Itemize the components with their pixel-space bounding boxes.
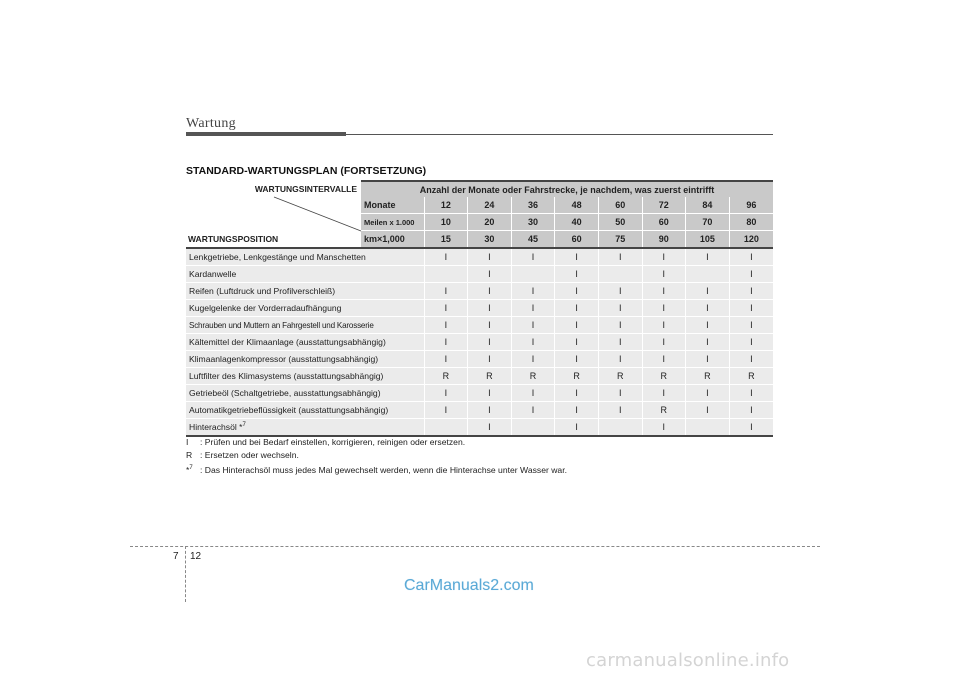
table-row	[186, 317, 773, 334]
table-row	[186, 283, 773, 300]
schedule-cell: I	[555, 317, 599, 334]
schedule-cell: I	[686, 334, 730, 351]
schedule-cell: I	[424, 351, 468, 368]
schedule-cell: I	[468, 419, 512, 437]
table-row	[186, 368, 773, 385]
interval-value: 12	[424, 197, 468, 214]
footer-watermark: carmanualsonline.info	[586, 650, 790, 671]
schedule-cell: R	[511, 368, 555, 385]
legend-key: I	[186, 437, 189, 447]
schedule-cell: I	[468, 317, 512, 334]
maintenance-item	[186, 351, 424, 368]
schedule-cell: I	[468, 402, 512, 419]
schedule-cell: R	[598, 368, 642, 385]
interval-value: 50	[598, 214, 642, 231]
schedule-cell: I	[468, 385, 512, 402]
maintenance-item	[186, 368, 424, 385]
table-row	[186, 385, 773, 402]
schedule-cell	[424, 266, 468, 283]
schedule-cell	[686, 419, 730, 437]
table-row	[186, 351, 773, 368]
maintenance-item-label: Schrauben und Muttern an Fahrgestell und Karosserie	[189, 320, 374, 330]
legend-text: : Ersetzen oder wechseln.	[200, 450, 299, 460]
footnote-marker: 7	[242, 422, 246, 429]
schedule-cell: I	[555, 283, 599, 300]
interval-value: 105	[686, 231, 730, 249]
schedule-cell: I	[424, 334, 468, 351]
interval-value: 10	[424, 214, 468, 231]
maintenance-item	[186, 248, 424, 266]
interval-value: 60	[642, 214, 686, 231]
legend-entry	[186, 436, 567, 449]
table-row	[186, 402, 773, 419]
schedule-cell	[511, 266, 555, 283]
maintenance-item	[186, 419, 424, 437]
interval-unit-label: km×1,000	[361, 231, 424, 249]
schedule-cell: R	[729, 368, 773, 385]
interval-value: 15	[424, 231, 468, 249]
section-rule-thin	[346, 134, 773, 135]
maintenance-item-label: Kardanwelle	[189, 269, 237, 279]
legend	[186, 436, 567, 477]
schedule-cell: I	[424, 385, 468, 402]
schedule-cell: I	[424, 402, 468, 419]
footer-vertical-divider	[185, 546, 186, 602]
schedule-cell: I	[511, 351, 555, 368]
schedule-cell: I	[598, 334, 642, 351]
section-title: Wartung	[186, 116, 236, 131]
maintenance-item-label: Automatikgetriebeflüssigkeit (ausstattungsabhängig)	[189, 405, 389, 415]
schedule-cell: I	[424, 283, 468, 300]
schedule-cell: I	[642, 248, 686, 266]
legend-key: R	[186, 450, 193, 460]
interval-value: 48	[555, 197, 599, 214]
maintenance-item-label: Getriebeöl (Schaltgetriebe, ausstattungsabhängig)	[189, 388, 381, 398]
section-rule-thick	[186, 132, 346, 136]
maintenance-item	[186, 385, 424, 402]
interval-label: WARTUNGSINTERVALLE	[254, 184, 358, 194]
schedule-cell: I	[729, 419, 773, 437]
schedule-cell: I	[729, 317, 773, 334]
interval-value: 30	[468, 231, 512, 249]
schedule-cell: I	[729, 248, 773, 266]
schedule-cell: I	[642, 300, 686, 317]
schedule-cell: I	[511, 334, 555, 351]
schedule-cell: I	[468, 334, 512, 351]
maintenance-item-label: Hinterachsöl *	[189, 422, 243, 432]
maintenance-item	[186, 266, 424, 283]
interval-unit-label: Meilen x 1.000	[361, 214, 424, 231]
schedule-cell: I	[598, 351, 642, 368]
legend-entry	[186, 462, 567, 477]
schedule-cell: I	[555, 419, 599, 437]
schedule-cell: I	[686, 248, 730, 266]
schedule-cell: I	[729, 351, 773, 368]
schedule-cell: I	[729, 334, 773, 351]
interval-value: 96	[729, 197, 773, 214]
schedule-cell: I	[729, 385, 773, 402]
interval-main-header: Anzahl der Monate oder Fahrstrecke, je nachdem, was zuerst eintrifft	[361, 181, 773, 197]
schedule-cell	[598, 419, 642, 437]
interval-value: 36	[511, 197, 555, 214]
diagonal-header-cell	[186, 181, 361, 248]
maintenance-item	[186, 300, 424, 317]
schedule-cell: I	[555, 248, 599, 266]
schedule-cell: I	[598, 385, 642, 402]
schedule-cell: I	[424, 248, 468, 266]
schedule-cell: I	[511, 300, 555, 317]
table-row	[186, 300, 773, 317]
schedule-cell: I	[555, 266, 599, 283]
interval-unit-label: Monate	[361, 197, 424, 214]
schedule-cell: I	[729, 283, 773, 300]
table-row	[186, 419, 773, 437]
interval-value: 30	[511, 214, 555, 231]
interval-value: 72	[642, 197, 686, 214]
interval-value: 84	[686, 197, 730, 214]
schedule-cell	[686, 266, 730, 283]
watermark-logo: CarManuals2.com	[404, 577, 534, 594]
schedule-cell	[511, 419, 555, 437]
schedule-cell: I	[555, 334, 599, 351]
schedule-cell: I	[642, 266, 686, 283]
maintenance-item	[186, 317, 424, 334]
schedule-cell: I	[598, 402, 642, 419]
interval-value: 120	[729, 231, 773, 249]
schedule-cell: I	[511, 402, 555, 419]
schedule-cell: I	[598, 248, 642, 266]
maintenance-item-label: Luftfilter des Klimasystems (ausstattungsabhängig)	[189, 371, 384, 381]
maintenance-schedule-table	[186, 180, 773, 437]
schedule-cell: R	[642, 368, 686, 385]
schedule-cell: I	[642, 317, 686, 334]
maintenance-item-label: Kugelgelenke der Vorderradaufhängung	[189, 303, 342, 313]
schedule-cell: I	[642, 351, 686, 368]
schedule-cell: I	[598, 317, 642, 334]
schedule-cell: R	[686, 368, 730, 385]
schedule-cell: I	[468, 283, 512, 300]
schedule-cell: I	[642, 419, 686, 437]
table-row	[186, 266, 773, 283]
interval-value: 80	[729, 214, 773, 231]
legend-text: : Das Hinterachsöl muss jedes Mal gewechselt werden, wenn die Hinterachse unter Wasser war.	[200, 464, 567, 475]
schedule-cell: I	[468, 351, 512, 368]
maintenance-item	[186, 402, 424, 419]
legend-entry	[186, 449, 567, 462]
schedule-cell: I	[729, 402, 773, 419]
table-row	[186, 248, 773, 266]
schedule-cell	[598, 266, 642, 283]
schedule-cell: I	[642, 283, 686, 300]
schedule-cell: I	[511, 248, 555, 266]
footer-divider	[130, 546, 820, 547]
maintenance-item	[186, 283, 424, 300]
maintenance-item-label: Lenkgetriebe, Lenkgestänge und Manschetten	[189, 252, 366, 262]
schedule-cell: I	[642, 334, 686, 351]
interval-value: 75	[598, 231, 642, 249]
schedule-cell: I	[686, 300, 730, 317]
section-number: 7	[173, 551, 179, 562]
maintenance-item-label: Kältemittel der Klimaanlage (ausstattungsabhängig)	[189, 337, 386, 347]
schedule-cell: R	[555, 368, 599, 385]
schedule-cell	[424, 419, 468, 437]
schedule-cell: I	[555, 402, 599, 419]
interval-value: 90	[642, 231, 686, 249]
position-label: WARTUNGSPOSITION	[188, 234, 279, 244]
schedule-cell: I	[424, 317, 468, 334]
plan-title: STANDARD-WARTUNGSPLAN (FORTSETZUNG)	[186, 165, 427, 177]
schedule-cell: I	[686, 317, 730, 334]
schedule-cell: I	[686, 283, 730, 300]
interval-value: 60	[598, 197, 642, 214]
schedule-cell: I	[511, 283, 555, 300]
schedule-cell: I	[555, 300, 599, 317]
table-row	[186, 334, 773, 351]
schedule-cell: I	[686, 402, 730, 419]
schedule-cell: I	[468, 266, 512, 283]
schedule-cell: I	[598, 300, 642, 317]
schedule-cell: R	[642, 402, 686, 419]
schedule-cell: I	[555, 385, 599, 402]
legend-key: *	[186, 464, 190, 475]
schedule-cell: I	[598, 283, 642, 300]
schedule-cell: I	[511, 317, 555, 334]
schedule-cell: I	[511, 385, 555, 402]
schedule-cell: I	[424, 300, 468, 317]
maintenance-item-label: Klimaanlagenkompressor (ausstattungsabhängig)	[189, 354, 379, 364]
schedule-cell: I	[555, 351, 599, 368]
schedule-cell: R	[424, 368, 468, 385]
interval-value: 40	[555, 214, 599, 231]
maintenance-item	[186, 334, 424, 351]
schedule-cell: I	[468, 248, 512, 266]
schedule-cell: I	[686, 385, 730, 402]
schedule-cell: I	[642, 385, 686, 402]
footnote-marker: 7	[189, 465, 193, 471]
schedule-cell: I	[729, 300, 773, 317]
schedule-cell: R	[468, 368, 512, 385]
legend-text: : Prüfen und bei Bedarf einstellen, korrigieren, reinigen oder ersetzen.	[200, 437, 466, 447]
schedule-cell: I	[729, 266, 773, 283]
schedule-cell: I	[468, 300, 512, 317]
schedule-cell: I	[686, 351, 730, 368]
interval-value: 20	[468, 214, 512, 231]
interval-value: 24	[468, 197, 512, 214]
interval-value: 70	[686, 214, 730, 231]
interval-value: 45	[511, 231, 555, 249]
page-number: 12	[190, 551, 202, 562]
maintenance-item-label: Reifen (Luftdruck und Profilverschleiß)	[189, 286, 336, 296]
interval-value: 60	[555, 231, 599, 249]
